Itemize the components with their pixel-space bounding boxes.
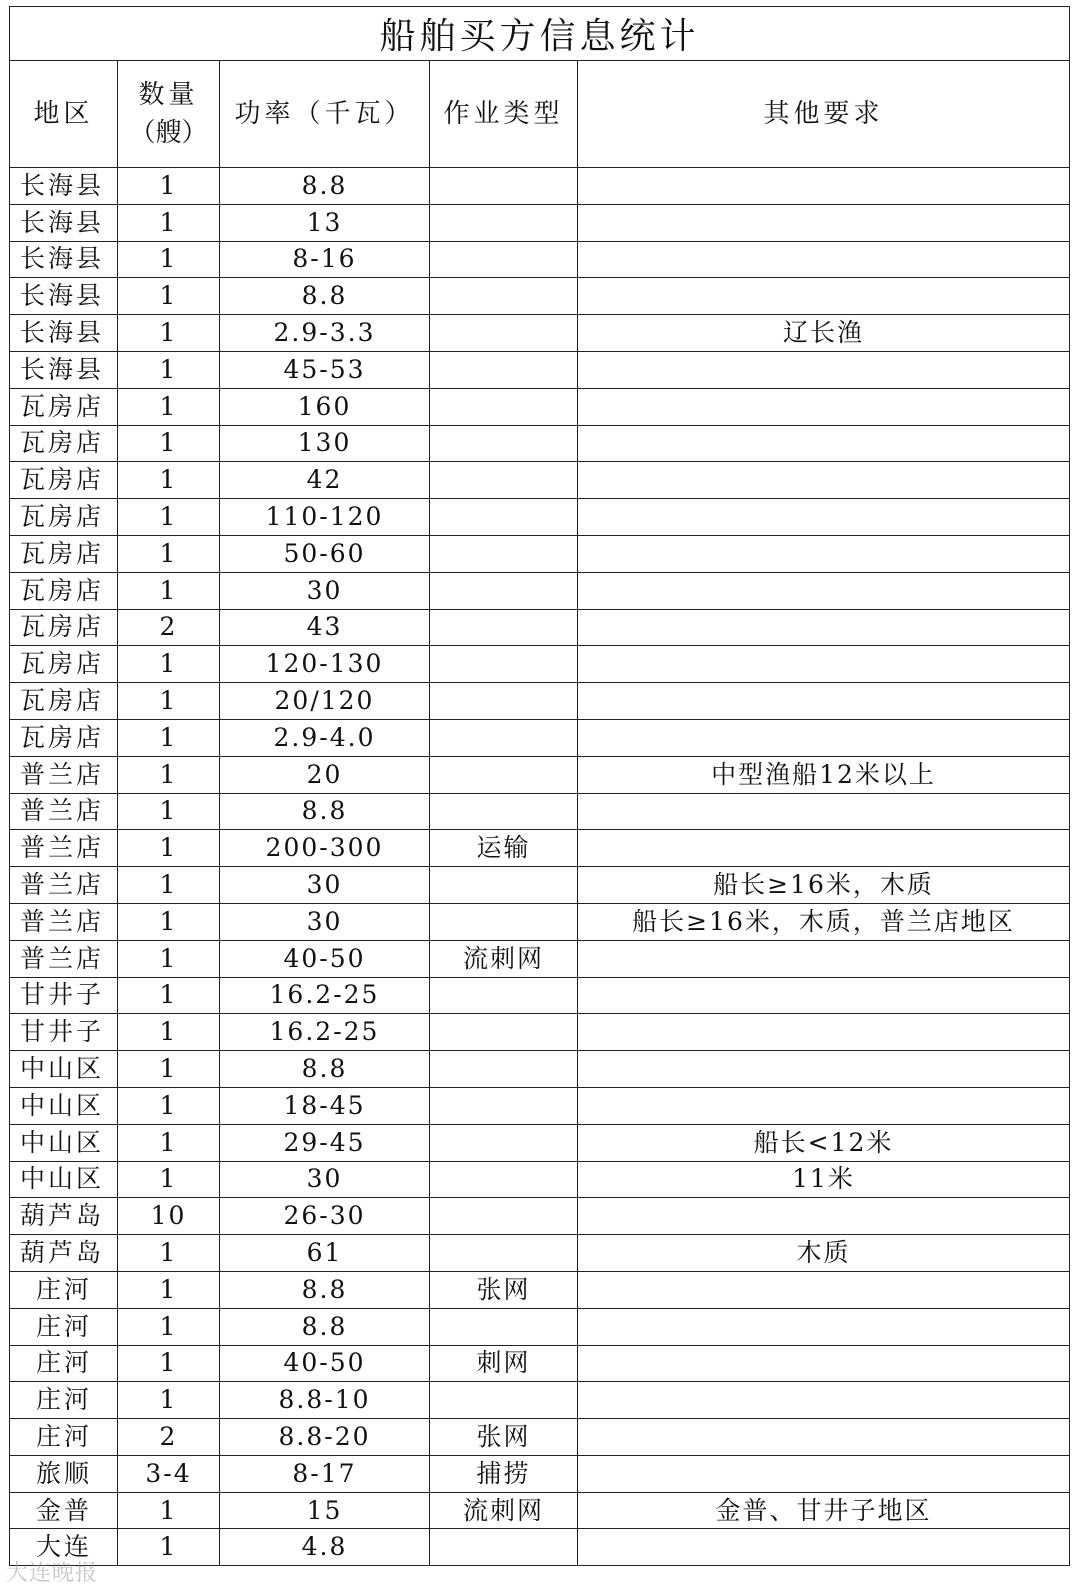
header-power: 功率（千瓦） — [220, 61, 430, 168]
cell-power: 8.8 — [220, 793, 430, 830]
cell-region: 长海县 — [10, 315, 118, 352]
cell-other-requirements — [578, 793, 1070, 830]
cell-power: 200-300 — [220, 830, 430, 867]
cell-quantity: 2 — [118, 1419, 220, 1456]
table-row — [10, 351, 1070, 388]
cell-region: 葫芦岛 — [10, 1235, 118, 1272]
cell-power: 8-16 — [220, 241, 430, 278]
cell-quantity: 1 — [118, 1124, 220, 1161]
cell-region: 庄河 — [10, 1345, 118, 1382]
cell-work-type — [430, 756, 578, 793]
table-row — [10, 609, 1070, 646]
table-row — [10, 278, 1070, 315]
cell-work-type — [430, 903, 578, 940]
cell-quantity: 1 — [118, 646, 220, 683]
cell-region: 普兰店 — [10, 830, 118, 867]
cell-work-type — [430, 1198, 578, 1235]
cell-work-type — [430, 683, 578, 720]
cell-region: 瓦房店 — [10, 719, 118, 756]
cell-region: 中山区 — [10, 1124, 118, 1161]
cell-power: 110-120 — [220, 499, 430, 536]
cell-work-type — [430, 1308, 578, 1345]
cell-quantity: 1 — [118, 1087, 220, 1124]
cell-power: 16.2-25 — [220, 1014, 430, 1051]
table-row — [10, 168, 1070, 205]
cell-power: 2.9-4.0 — [220, 719, 430, 756]
cell-quantity: 1 — [118, 168, 220, 205]
cell-other-requirements — [578, 1087, 1070, 1124]
cell-region: 普兰店 — [10, 756, 118, 793]
cell-quantity: 1 — [118, 903, 220, 940]
cell-power: 26-30 — [220, 1198, 430, 1235]
cell-quantity: 10 — [118, 1198, 220, 1235]
cell-work-type — [430, 1087, 578, 1124]
table-row — [10, 388, 1070, 425]
cell-work-type — [430, 1235, 578, 1272]
cell-work-type — [430, 719, 578, 756]
cell-work-type — [430, 609, 578, 646]
cell-other-requirements — [578, 388, 1070, 425]
cell-work-type — [430, 793, 578, 830]
cell-work-type — [430, 315, 578, 352]
cell-power: 20 — [220, 756, 430, 793]
watermark: 大连晚报 — [6, 1561, 99, 1586]
cell-quantity: 1 — [118, 388, 220, 425]
cell-power: 45-53 — [220, 351, 430, 388]
cell-quantity: 1 — [118, 1161, 220, 1198]
cell-quantity: 1 — [118, 1014, 220, 1051]
cell-region: 普兰店 — [10, 903, 118, 940]
table-row — [10, 683, 1070, 720]
cell-quantity: 1 — [118, 867, 220, 904]
cell-work-type: 运输 — [430, 830, 578, 867]
header-quantity-line2: （艘） — [129, 118, 208, 148]
cell-power: 8.8-20 — [220, 1419, 430, 1456]
cell-other-requirements — [578, 940, 1070, 977]
cell-work-type — [430, 1051, 578, 1088]
cell-quantity: 1 — [118, 204, 220, 241]
cell-work-type: 捕捞 — [430, 1455, 578, 1492]
cell-work-type — [430, 572, 578, 609]
cell-other-requirements — [578, 204, 1070, 241]
cell-other-requirements: 中型渔船12米以上 — [578, 756, 1070, 793]
cell-quantity: 1 — [118, 719, 220, 756]
cell-power: 18-45 — [220, 1087, 430, 1124]
table-row — [10, 977, 1070, 1014]
ship-buyer-table — [9, 6, 1070, 1566]
table-row — [10, 204, 1070, 241]
cell-region: 瓦房店 — [10, 646, 118, 683]
table-row — [10, 1198, 1070, 1235]
cell-quantity: 1 — [118, 1051, 220, 1088]
header-work-type: 作业类型 — [430, 61, 578, 168]
cell-quantity: 1 — [118, 940, 220, 977]
cell-power: 8.8-10 — [220, 1382, 430, 1419]
cell-other-requirements — [578, 462, 1070, 499]
cell-region: 庄河 — [10, 1271, 118, 1308]
cell-region: 大连 — [10, 1529, 118, 1566]
cell-work-type — [430, 1382, 578, 1419]
cell-other-requirements — [578, 168, 1070, 205]
cell-quantity: 1 — [118, 1382, 220, 1419]
table-row — [10, 756, 1070, 793]
table-row — [10, 241, 1070, 278]
cell-other-requirements — [578, 1419, 1070, 1456]
cell-region: 中山区 — [10, 1051, 118, 1088]
cell-power: 16.2-25 — [220, 977, 430, 1014]
cell-quantity: 1 — [118, 1529, 220, 1566]
cell-work-type — [430, 646, 578, 683]
cell-work-type — [430, 351, 578, 388]
cell-quantity: 1 — [118, 241, 220, 278]
cell-power: 13 — [220, 204, 430, 241]
cell-quantity: 1 — [118, 756, 220, 793]
cell-region: 金普 — [10, 1492, 118, 1529]
table-row — [10, 719, 1070, 756]
table-row — [10, 903, 1070, 940]
cell-other-requirements — [578, 977, 1070, 1014]
cell-quantity: 1 — [118, 977, 220, 1014]
table-row — [10, 572, 1070, 609]
cell-power: 15 — [220, 1492, 430, 1529]
cell-other-requirements: 辽长渔 — [578, 315, 1070, 352]
cell-other-requirements — [578, 1198, 1070, 1235]
cell-quantity: 1 — [118, 499, 220, 536]
table-row — [10, 425, 1070, 462]
table-row — [10, 315, 1070, 352]
cell-region: 庄河 — [10, 1382, 118, 1419]
cell-region: 普兰店 — [10, 940, 118, 977]
cell-quantity: 1 — [118, 683, 220, 720]
cell-work-type — [430, 204, 578, 241]
cell-work-type: 张网 — [430, 1271, 578, 1308]
cell-work-type — [430, 535, 578, 572]
table-row — [10, 830, 1070, 867]
cell-quantity: 1 — [118, 425, 220, 462]
cell-work-type — [430, 1124, 578, 1161]
cell-region: 瓦房店 — [10, 462, 118, 499]
header-quantity-line1: 数量 — [138, 80, 199, 110]
cell-other-requirements — [578, 425, 1070, 462]
table-body — [10, 168, 1070, 1566]
cell-other-requirements: 木质 — [578, 1235, 1070, 1272]
table-title: 船舶买方信息统计 — [10, 7, 1070, 61]
cell-work-type — [430, 977, 578, 1014]
cell-work-type — [430, 462, 578, 499]
cell-other-requirements — [578, 719, 1070, 756]
cell-quantity: 1 — [118, 1345, 220, 1382]
cell-other-requirements — [578, 646, 1070, 683]
header-region: 地区 — [10, 61, 118, 168]
table-row — [10, 1455, 1070, 1492]
cell-power: 50-60 — [220, 535, 430, 572]
cell-work-type: 流刺网 — [430, 1492, 578, 1529]
table-row — [10, 1419, 1070, 1456]
cell-region: 旅顺 — [10, 1455, 118, 1492]
cell-power: 30 — [220, 572, 430, 609]
table-row — [10, 1492, 1070, 1529]
table-row — [10, 1087, 1070, 1124]
cell-other-requirements — [578, 609, 1070, 646]
cell-quantity: 1 — [118, 1271, 220, 1308]
table-row — [10, 1271, 1070, 1308]
cell-region: 甘井子 — [10, 977, 118, 1014]
header-quantity — [118, 61, 220, 168]
cell-other-requirements — [578, 278, 1070, 315]
cell-region: 长海县 — [10, 351, 118, 388]
cell-region: 长海县 — [10, 278, 118, 315]
table-row — [10, 940, 1070, 977]
cell-other-requirements — [578, 241, 1070, 278]
cell-quantity: 1 — [118, 1308, 220, 1345]
cell-quantity: 1 — [118, 278, 220, 315]
cell-other-requirements: 11米 — [578, 1161, 1070, 1198]
cell-other-requirements — [578, 683, 1070, 720]
header-other-requirements: 其他要求 — [578, 61, 1070, 168]
cell-other-requirements — [578, 1014, 1070, 1051]
cell-other-requirements: 金普、甘井子地区 — [578, 1492, 1070, 1529]
table-row — [10, 1308, 1070, 1345]
cell-quantity: 1 — [118, 1235, 220, 1272]
cell-power: 8.8 — [220, 1308, 430, 1345]
cell-region: 长海县 — [10, 168, 118, 205]
cell-other-requirements — [578, 1308, 1070, 1345]
table-row — [10, 867, 1070, 904]
cell-region: 葫芦岛 — [10, 1198, 118, 1235]
cell-power: 40-50 — [220, 940, 430, 977]
cell-power: 30 — [220, 1161, 430, 1198]
table-row — [10, 499, 1070, 536]
cell-region: 庄河 — [10, 1419, 118, 1456]
table-row — [10, 1124, 1070, 1161]
cell-other-requirements: 船长≥16米，木质，普兰店地区 — [578, 903, 1070, 940]
cell-region: 瓦房店 — [10, 499, 118, 536]
cell-power: 30 — [220, 867, 430, 904]
cell-power: 8.8 — [220, 1051, 430, 1088]
cell-work-type — [430, 499, 578, 536]
cell-power: 120-130 — [220, 646, 430, 683]
cell-work-type — [430, 1529, 578, 1566]
cell-region: 甘井子 — [10, 1014, 118, 1051]
cell-other-requirements — [578, 830, 1070, 867]
cell-quantity: 1 — [118, 793, 220, 830]
cell-other-requirements — [578, 1455, 1070, 1492]
cell-power: 30 — [220, 903, 430, 940]
cell-region: 瓦房店 — [10, 683, 118, 720]
cell-other-requirements — [578, 535, 1070, 572]
cell-region: 普兰店 — [10, 867, 118, 904]
cell-region: 瓦房店 — [10, 425, 118, 462]
cell-power: 43 — [220, 609, 430, 646]
cell-power: 130 — [220, 425, 430, 462]
table-row — [10, 1235, 1070, 1272]
cell-region: 瓦房店 — [10, 572, 118, 609]
cell-quantity: 3-4 — [118, 1455, 220, 1492]
cell-other-requirements — [578, 1382, 1070, 1419]
cell-power: 20/120 — [220, 683, 430, 720]
cell-other-requirements: 船长<12米 — [578, 1124, 1070, 1161]
cell-quantity: 1 — [118, 315, 220, 352]
cell-work-type — [430, 1014, 578, 1051]
cell-quantity: 1 — [118, 572, 220, 609]
cell-region: 庄河 — [10, 1308, 118, 1345]
cell-work-type: 流刺网 — [430, 940, 578, 977]
cell-other-requirements: 船长≥16米，木质 — [578, 867, 1070, 904]
cell-power: 8.8 — [220, 278, 430, 315]
cell-quantity: 1 — [118, 830, 220, 867]
cell-region: 中山区 — [10, 1161, 118, 1198]
cell-power: 29-45 — [220, 1124, 430, 1161]
table-row — [10, 1345, 1070, 1382]
cell-power: 61 — [220, 1235, 430, 1272]
cell-work-type: 刺网 — [430, 1345, 578, 1382]
cell-quantity: 1 — [118, 351, 220, 388]
cell-region: 瓦房店 — [10, 609, 118, 646]
cell-region: 普兰店 — [10, 793, 118, 830]
cell-other-requirements — [578, 1051, 1070, 1088]
cell-power: 8-17 — [220, 1455, 430, 1492]
table-row — [10, 535, 1070, 572]
cell-work-type — [430, 168, 578, 205]
cell-power: 2.9-3.3 — [220, 315, 430, 352]
table-row — [10, 1051, 1070, 1088]
cell-other-requirements — [578, 1529, 1070, 1566]
cell-other-requirements — [578, 1345, 1070, 1382]
cell-work-type — [430, 241, 578, 278]
header-row — [10, 61, 1070, 168]
table-row — [10, 646, 1070, 683]
cell-region: 中山区 — [10, 1087, 118, 1124]
cell-power: 8.8 — [220, 1271, 430, 1308]
cell-work-type — [430, 425, 578, 462]
cell-power: 40-50 — [220, 1345, 430, 1382]
cell-region: 长海县 — [10, 241, 118, 278]
cell-other-requirements — [578, 1271, 1070, 1308]
statistics-sheet — [9, 6, 1069, 1566]
table-row — [10, 1382, 1070, 1419]
cell-region: 瓦房店 — [10, 535, 118, 572]
cell-power: 4.8 — [220, 1529, 430, 1566]
table-row — [10, 1014, 1070, 1051]
table-row — [10, 462, 1070, 499]
cell-region: 长海县 — [10, 204, 118, 241]
cell-work-type — [430, 1161, 578, 1198]
cell-power: 8.8 — [220, 168, 430, 205]
cell-work-type — [430, 867, 578, 904]
cell-quantity: 1 — [118, 1492, 220, 1529]
cell-work-type: 张网 — [430, 1419, 578, 1456]
cell-power: 42 — [220, 462, 430, 499]
table-row — [10, 1529, 1070, 1566]
cell-other-requirements — [578, 351, 1070, 388]
table-row — [10, 793, 1070, 830]
cell-quantity: 1 — [118, 535, 220, 572]
cell-other-requirements — [578, 499, 1070, 536]
cell-quantity: 2 — [118, 609, 220, 646]
cell-other-requirements — [578, 572, 1070, 609]
cell-region: 瓦房店 — [10, 388, 118, 425]
cell-power: 160 — [220, 388, 430, 425]
cell-quantity: 1 — [118, 462, 220, 499]
cell-work-type — [430, 388, 578, 425]
table-row — [10, 1161, 1070, 1198]
cell-work-type — [430, 278, 578, 315]
